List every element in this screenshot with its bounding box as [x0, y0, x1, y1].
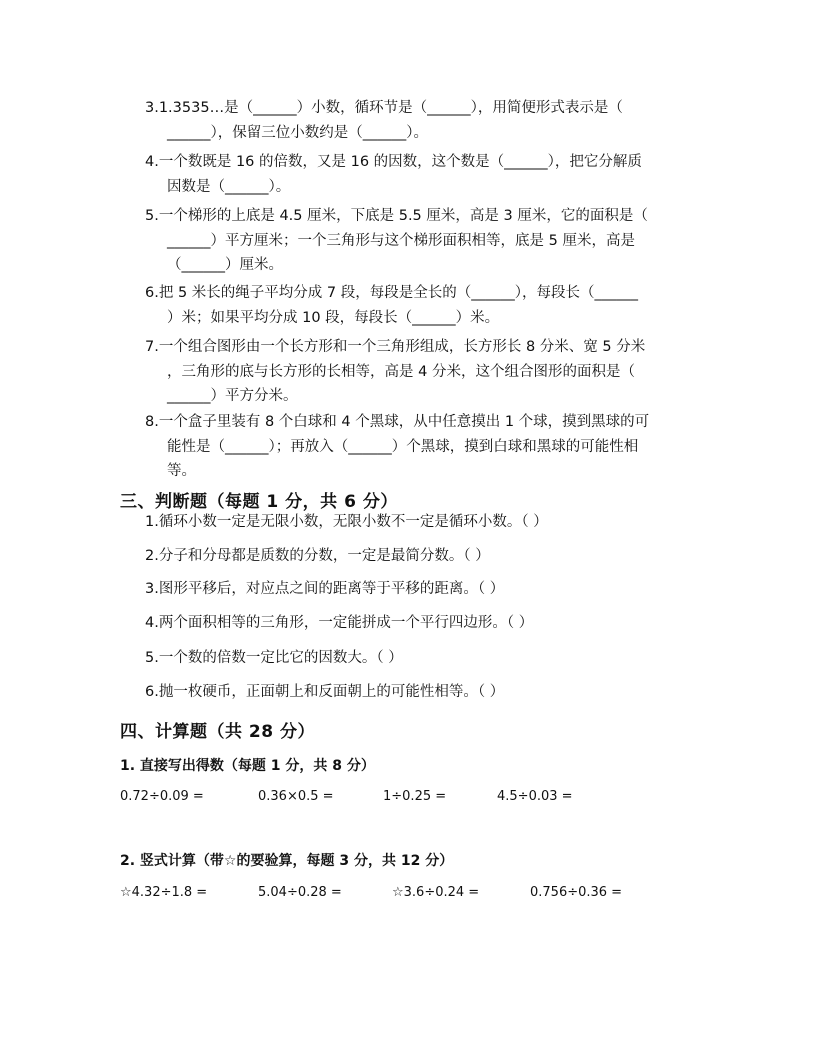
calc-item: 0.36×0.5 =: [258, 789, 334, 804]
calc-item: 0.72÷0.09 =: [120, 789, 204, 804]
judge-question-2: 2.分子和分母都是质数的分数，一定是最简分数。（ ）: [145, 548, 490, 564]
question-line: （______）厘米。: [167, 257, 283, 273]
question-line: 等。: [167, 463, 196, 479]
fill-question-8: [145, 410, 705, 484]
calc-item: 5.04÷0.28 =: [258, 885, 342, 900]
calc-item: ☆4.32÷1.8 =: [120, 885, 208, 900]
fill-question-3: [145, 96, 705, 145]
subsection-title-vertical: 2. 竖式计算（带☆的要验算，每题 3 分，共 12 分）: [120, 853, 454, 869]
fill-question-4: [145, 150, 705, 199]
question-line: 7.一个组合图形由一个长方形和一个三角形组成，长方形长 8 分米、宽 5 分米: [145, 339, 646, 355]
fill-question-7: [145, 335, 705, 409]
calc-item: 0.756÷0.36 =: [530, 885, 623, 900]
question-line: ______）平方厘米；一个三角形与这个梯形面积相等，底是 5 厘米，高是: [167, 232, 635, 249]
calc-item: 4.5÷0.03 =: [497, 789, 573, 804]
question-line: 能性是（______）；再放入（______）个黑球，摸到白球和黑球的可能性相: [167, 438, 639, 455]
subsection-title-direct: 1. 直接写出得数（每题 1 分，共 8 分）: [120, 758, 375, 774]
question-line: ，三角形的底与长方形的长相等，高是 4 分米，这个组合图形的面积是（: [167, 363, 635, 380]
question-line: 4.一个数既是 16 的倍数，又是 16 的因数，这个数是（______），把它分解质: [145, 154, 642, 170]
judge-question-5: 5.一个数的倍数一定比它的因数大。（ ）: [145, 650, 403, 666]
question-line: 8.一个盒子里装有 8 个白球和 4 个黑球，从中任意摸出 1 个球，摸到黑球的可: [145, 414, 650, 430]
fill-question-6: [145, 281, 705, 330]
question-line: 5.一个梯形的上底是 4.5 厘米，下底是 5.5 厘米，高是 3 厘米，它的面积是（: [145, 208, 648, 224]
question-line: 3.1.3535…是（______）小数，循环节是（______），用简便形式表示是（: [145, 100, 623, 116]
judge-question-4: 4.两个面积相等的三角形，一定能拼成一个平行四边形。（ ）: [145, 615, 534, 631]
question-line: 因数是（______）。: [167, 178, 291, 195]
calc-item: ☆3.6÷0.24 =: [392, 885, 480, 900]
question-line: 6.把 5 米长的绳子平均分成 7 段，每段是全长的（______），每段长（______: [145, 285, 638, 301]
judge-question-6: 6.抛一枚硬币，正面朝上和反面朝上的可能性相等。（ ）: [145, 684, 505, 700]
fill-question-5: [145, 204, 705, 278]
section-title-judgement: 三、判断题（每题 1 分，共 6 分）: [120, 492, 398, 512]
question-line: ）米；如果平均分成 10 段，每段长（______）米。: [167, 309, 500, 326]
calc-item: 1÷0.25 =: [383, 789, 447, 804]
judge-question-3: 3.图形平移后，对应点之间的距离等于平移的距离。（ ）: [145, 581, 505, 597]
section-title-calculation: 四、计算题（共 28 分）: [120, 722, 315, 742]
question-line: ______），保留三位小数约是（______）。: [167, 124, 428, 141]
judge-question-1: 1.循环小数一定是无限小数，无限小数不一定是循环小数。（ ）: [145, 514, 548, 530]
question-line: ______）平方分米。: [167, 388, 298, 404]
